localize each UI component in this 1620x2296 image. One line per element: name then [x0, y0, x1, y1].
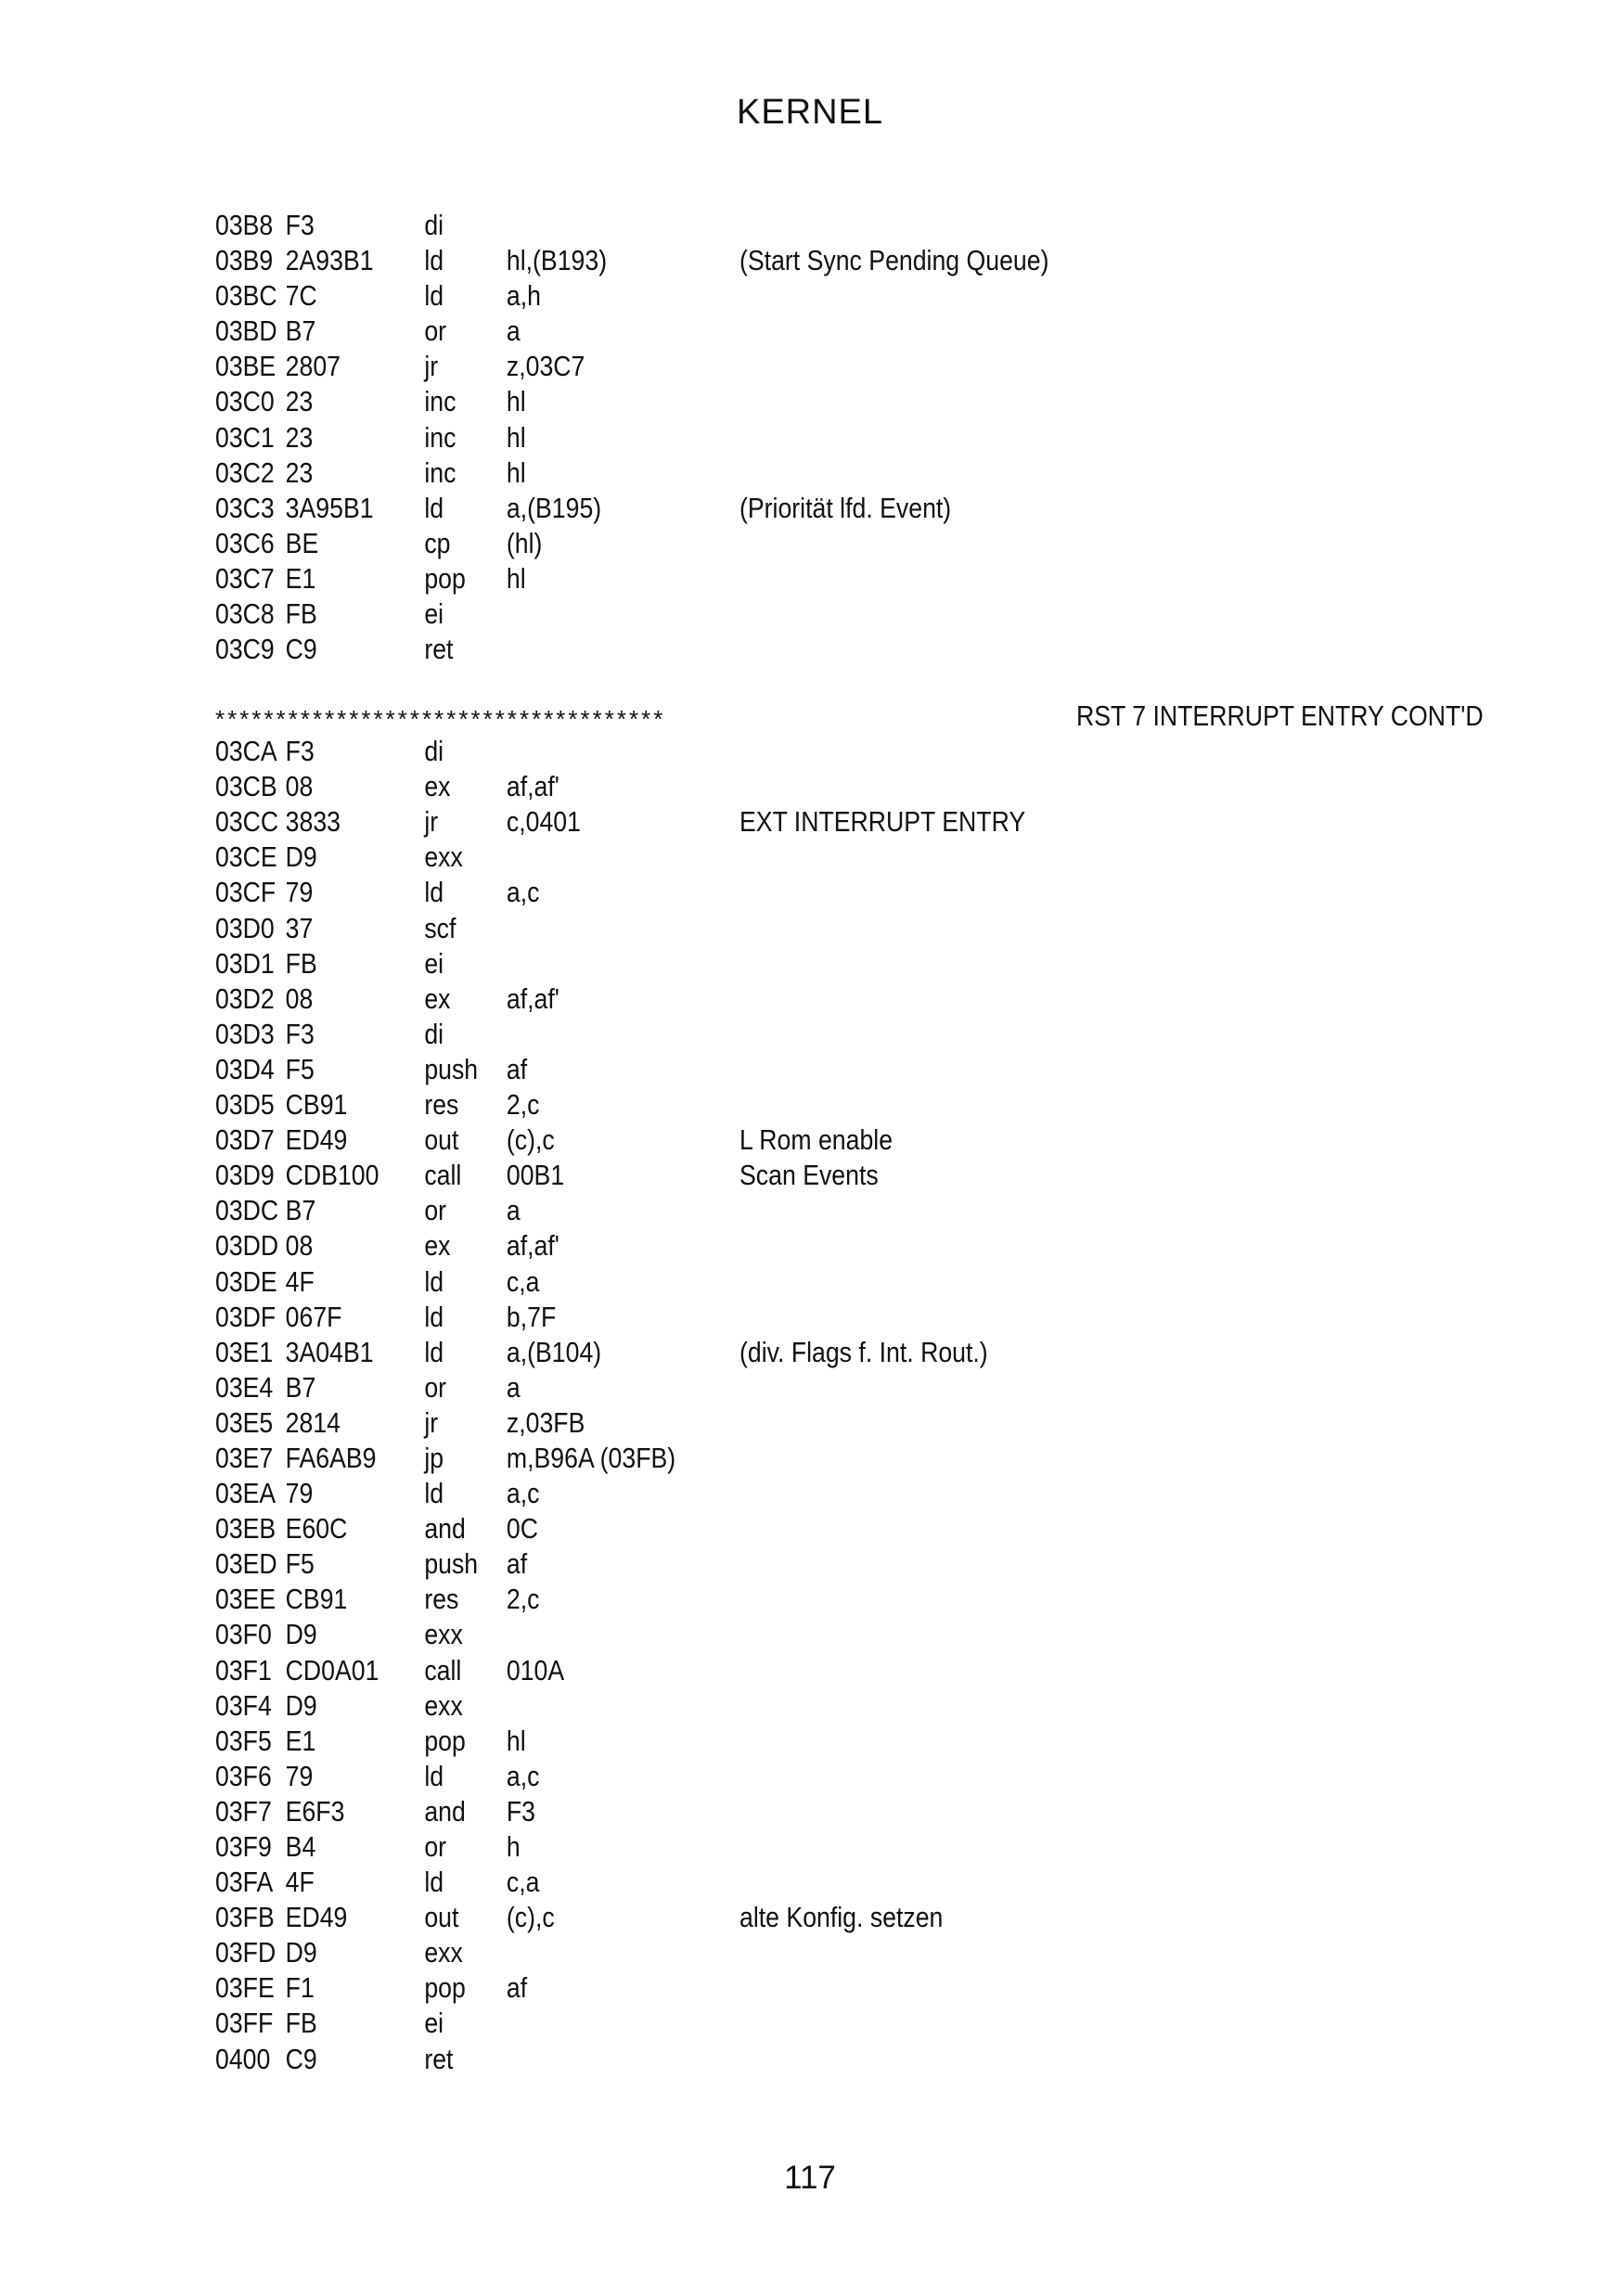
opcode-bytes: 067F — [285, 1300, 342, 1333]
mnemonic: ld — [424, 1335, 444, 1368]
mnemonic: ex — [424, 981, 451, 1015]
operand: 010A — [506, 1653, 565, 1687]
opcode-bytes: CB91 — [285, 1088, 348, 1122]
address: 03C9 — [215, 633, 275, 666]
opcode-bytes: CD0A01 — [285, 1653, 379, 1687]
opcode-bytes: 79 — [285, 1759, 314, 1792]
mnemonic: or — [424, 1370, 447, 1404]
opcode-bytes: E1 — [285, 1724, 316, 1757]
address: 03DE — [215, 1264, 277, 1298]
mnemonic: inc — [424, 385, 456, 418]
mnemonic: ld — [424, 1759, 444, 1792]
address: 03E4 — [215, 1370, 274, 1404]
opcode-bytes: F3 — [285, 735, 315, 768]
address: 03FB — [215, 1901, 275, 1934]
opcode-bytes: B4 — [285, 1830, 316, 1863]
mnemonic: exx — [424, 1936, 463, 1969]
opcode-bytes: F3 — [285, 209, 315, 241]
opcode-bytes: 3A95B1 — [285, 491, 374, 524]
address: 03F9 — [215, 1830, 272, 1863]
address: 03EE — [215, 1583, 276, 1616]
operand: hl — [506, 455, 526, 489]
mnemonic: ret — [424, 2042, 454, 2075]
address: 03E5 — [215, 1405, 274, 1439]
operand: hl,(B193) — [506, 244, 608, 277]
mnemonic: jr — [424, 350, 439, 383]
mnemonic: res — [424, 1088, 459, 1122]
address: 03D2 — [215, 981, 275, 1015]
opcode-bytes: 3A04B1 — [285, 1335, 374, 1368]
mnemonic: out — [424, 1901, 459, 1934]
mnemonic: di — [424, 209, 444, 241]
opcode-bytes: 2A93B1 — [285, 244, 374, 277]
opcode-bytes: D9 — [285, 1618, 317, 1651]
mnemonic: jr — [424, 805, 439, 839]
operand: b,7F — [506, 1300, 557, 1333]
mnemonic: out — [424, 1123, 459, 1157]
mnemonic: and — [424, 1794, 466, 1828]
address: 03DC — [215, 1194, 279, 1227]
opcode-bytes: 79 — [285, 876, 314, 909]
opcode-bytes: 23 — [285, 385, 314, 418]
mnemonic: di — [424, 735, 444, 768]
operand: (c),c — [506, 1901, 555, 1934]
opcode-bytes: F5 — [285, 1052, 315, 1085]
address: 03BC — [215, 279, 277, 313]
address: 03FA — [215, 1866, 274, 1899]
address: 03C7 — [215, 561, 275, 595]
opcode-bytes: FA6AB9 — [285, 1441, 377, 1474]
page-title: KERNEL — [736, 93, 884, 132]
operand: hl — [506, 385, 526, 418]
opcode-bytes: 3833 — [285, 805, 341, 839]
opcode-bytes: 4F — [285, 1866, 315, 1899]
address: 03F1 — [215, 1653, 272, 1687]
operand: a,c — [506, 876, 540, 909]
address: 03D3 — [215, 1017, 275, 1050]
operand: (hl) — [506, 526, 543, 559]
mnemonic: push — [424, 1052, 479, 1085]
operand: a,h — [506, 279, 541, 313]
comment: EXT INTERRUPT ENTRY — [739, 805, 1026, 839]
address: 03D1 — [215, 946, 275, 980]
operand: hl — [506, 561, 526, 595]
page-number: 117 — [784, 2160, 836, 2196]
operand: af,af' — [506, 770, 559, 803]
address: 03CC — [215, 805, 279, 839]
address: 03F0 — [215, 1618, 272, 1651]
address: 03E7 — [215, 1441, 274, 1474]
mnemonic: ei — [424, 946, 444, 980]
address: 03BD — [215, 314, 277, 348]
address: 03BE — [215, 350, 276, 383]
mnemonic: jp — [424, 1441, 444, 1474]
opcode-bytes: 37 — [285, 911, 314, 944]
mnemonic: ret — [424, 633, 454, 666]
opcode-bytes: BE — [285, 526, 319, 559]
address: 03CB — [215, 770, 277, 803]
mnemonic: ld — [424, 279, 444, 313]
section-heading: RST 7 INTERRUPT ENTRY CONT'D — [1076, 699, 1484, 732]
operand: af — [506, 1052, 528, 1085]
mnemonic: jr — [424, 1405, 439, 1439]
operand: 0C — [506, 1512, 538, 1546]
address: 03C6 — [215, 526, 275, 559]
operand: z,03C7 — [506, 350, 585, 383]
operand: a,c — [506, 1759, 540, 1792]
address: 03EA — [215, 1477, 276, 1510]
opcode-bytes: 08 — [285, 1229, 314, 1263]
comment: alte Konfig. setzen — [739, 1901, 944, 1934]
opcode-bytes: 2807 — [285, 350, 341, 383]
opcode-bytes: ED49 — [285, 1123, 348, 1157]
operand: c,a — [506, 1866, 540, 1899]
address: 03F4 — [215, 1688, 272, 1722]
comment: (Priorität lfd. Event) — [739, 491, 952, 524]
address: 03D4 — [215, 1052, 275, 1085]
opcode-bytes: B7 — [285, 314, 316, 348]
address: 03C1 — [215, 420, 275, 454]
comment: (div. Flags f. Int. Rout.) — [739, 1335, 988, 1368]
address: 03C2 — [215, 455, 275, 489]
mnemonic: exx — [424, 1688, 463, 1722]
mnemonic: pop — [424, 1971, 466, 2005]
mnemonic: inc — [424, 455, 456, 489]
mnemonic: and — [424, 1512, 466, 1546]
address: 0400 — [215, 2042, 271, 2075]
opcode-bytes: CDB100 — [285, 1159, 379, 1192]
address: 03B9 — [215, 244, 274, 277]
opcode-bytes: 2814 — [285, 1405, 341, 1439]
operand: hl — [506, 420, 526, 454]
address: 03CA — [215, 735, 277, 768]
mnemonic: call — [424, 1159, 462, 1192]
operand: af,af' — [506, 981, 559, 1015]
mnemonic: exx — [424, 1618, 463, 1651]
mnemonic: or — [424, 1830, 447, 1863]
address: 03D0 — [215, 911, 275, 944]
opcode-bytes: ED49 — [285, 1901, 348, 1934]
address: 03FF — [215, 2007, 274, 2040]
address: 03DD — [215, 1229, 279, 1263]
address: 03CF — [215, 876, 276, 909]
mnemonic: ld — [424, 1264, 444, 1298]
opcode-bytes: FB — [285, 946, 317, 980]
mnemonic: pop — [424, 561, 466, 595]
address: 03CE — [215, 840, 277, 874]
operand: a — [506, 1370, 521, 1404]
operand: 2,c — [506, 1088, 540, 1122]
address: 03DF — [215, 1300, 276, 1333]
mnemonic: ld — [424, 491, 444, 524]
opcode-bytes: FB — [285, 2007, 317, 2040]
opcode-bytes: 79 — [285, 1477, 314, 1510]
operand: z,03FB — [506, 1405, 585, 1439]
address: 03F6 — [215, 1759, 272, 1792]
operand: m,B96A (03FB) — [506, 1441, 676, 1474]
mnemonic: push — [424, 1547, 479, 1581]
operand: af — [506, 1547, 528, 1581]
opcode-bytes: 23 — [285, 455, 314, 489]
opcode-bytes: F5 — [285, 1547, 315, 1581]
mnemonic: inc — [424, 420, 456, 454]
opcode-bytes: E1 — [285, 561, 316, 595]
address: 03C3 — [215, 491, 275, 524]
mnemonic: pop — [424, 1724, 466, 1757]
mnemonic: cp — [424, 526, 451, 559]
operand: a,c — [506, 1477, 540, 1510]
mnemonic: ei — [424, 597, 444, 631]
opcode-bytes: CB91 — [285, 1583, 348, 1616]
address: 03D9 — [215, 1159, 275, 1192]
address: 03FE — [215, 1971, 275, 2005]
operand: 00B1 — [506, 1159, 565, 1192]
opcode-bytes: C9 — [285, 633, 317, 666]
opcode-bytes: 08 — [285, 981, 314, 1015]
address: 03EB — [215, 1512, 276, 1546]
opcode-bytes: 4F — [285, 1264, 315, 1298]
comment: Scan Events — [739, 1159, 879, 1192]
operand: 2,c — [506, 1583, 540, 1616]
mnemonic: ld — [424, 1300, 444, 1333]
separator-stars: ************************************* — [215, 705, 666, 733]
mnemonic: ld — [424, 1866, 444, 1899]
address: 03D5 — [215, 1088, 275, 1122]
opcode-bytes: D9 — [285, 840, 317, 874]
comment: L Rom enable — [739, 1123, 894, 1157]
opcode-bytes: F3 — [285, 1017, 315, 1050]
address: 03B8 — [215, 209, 274, 241]
address: 03F5 — [215, 1724, 272, 1757]
opcode-bytes: D9 — [285, 1688, 317, 1722]
address: 03C0 — [215, 385, 275, 418]
opcode-bytes: F1 — [285, 1971, 315, 2005]
operand: hl — [506, 1724, 526, 1757]
operand: a — [506, 314, 521, 348]
address: 03E1 — [215, 1335, 274, 1368]
address: 03ED — [215, 1547, 277, 1581]
address: 03C8 — [215, 597, 275, 631]
opcode-bytes: D9 — [285, 1936, 317, 1969]
opcode-bytes: E6F3 — [285, 1794, 345, 1828]
operand: a,(B104) — [506, 1335, 602, 1368]
opcode-bytes: 7C — [285, 279, 317, 313]
mnemonic: or — [424, 314, 447, 348]
opcode-bytes: B7 — [285, 1194, 316, 1227]
mnemonic: di — [424, 1017, 444, 1050]
operand: F3 — [506, 1794, 536, 1828]
mnemonic: or — [424, 1194, 447, 1227]
mnemonic: ei — [424, 2007, 444, 2040]
operand: af,af' — [506, 1229, 559, 1263]
address: 03D7 — [215, 1123, 275, 1157]
comment: (Start Sync Pending Queue) — [739, 244, 1049, 277]
mnemonic: res — [424, 1583, 459, 1616]
opcode-bytes: B7 — [285, 1370, 316, 1404]
mnemonic: ld — [424, 876, 444, 909]
opcode-bytes: FB — [285, 597, 317, 631]
mnemonic: ld — [424, 1477, 444, 1510]
operand: a — [506, 1194, 521, 1227]
opcode-bytes: E60C — [285, 1512, 348, 1546]
mnemonic: call — [424, 1653, 462, 1687]
operand: af — [506, 1971, 528, 2005]
opcode-bytes: C9 — [285, 2042, 317, 2075]
mnemonic: exx — [424, 840, 463, 874]
operand: h — [506, 1830, 521, 1863]
operand: (c),c — [506, 1123, 555, 1157]
mnemonic: ex — [424, 770, 451, 803]
operand: c,a — [506, 1264, 540, 1298]
mnemonic: ld — [424, 244, 444, 277]
address: 03FD — [215, 1936, 276, 1969]
mnemonic: scf — [424, 911, 456, 944]
opcode-bytes: 23 — [285, 420, 314, 454]
operand: c,0401 — [506, 805, 581, 839]
address: 03F7 — [215, 1794, 272, 1828]
opcode-bytes: 08 — [285, 770, 314, 803]
operand: a,(B195) — [506, 491, 602, 524]
mnemonic: ex — [424, 1229, 451, 1263]
